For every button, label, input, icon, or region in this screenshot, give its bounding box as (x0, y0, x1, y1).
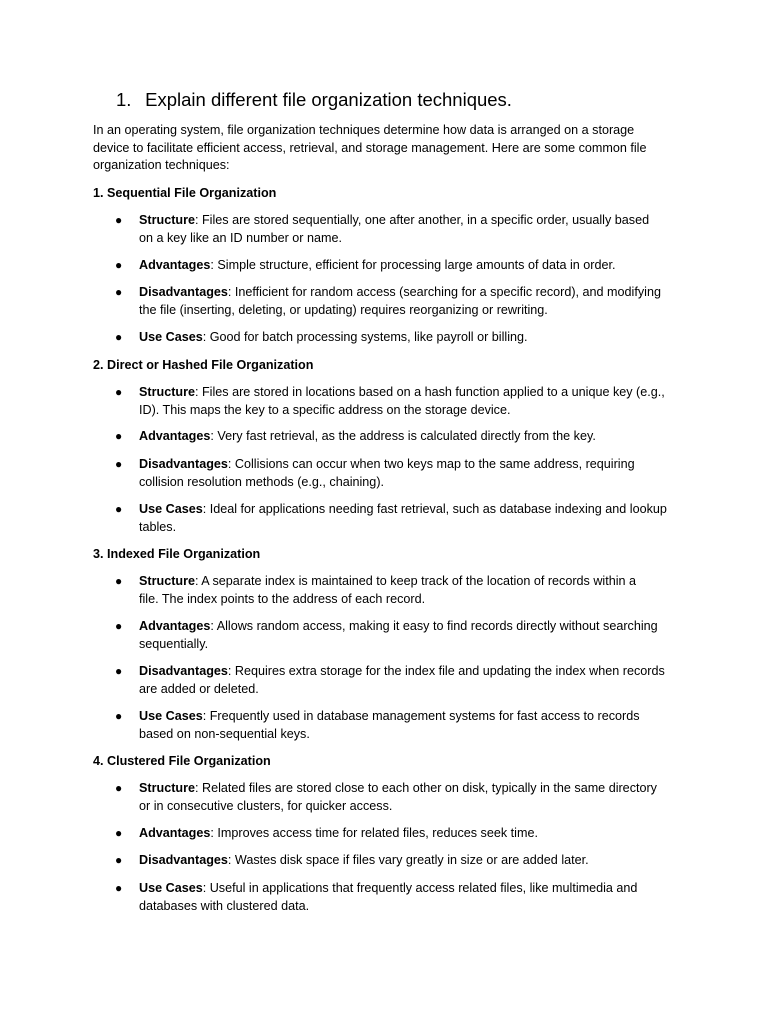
title-number: 1. (116, 89, 132, 110)
item-text: tables. (139, 519, 177, 534)
item-text: databases with clustered data. (139, 898, 310, 913)
item-label: Advantages (139, 826, 211, 840)
bullet-icon: ● (115, 429, 123, 443)
item-text: on a key like an ID number or name. (139, 230, 343, 245)
item-text: or in consecutive clusters, for quicker access. (139, 798, 393, 813)
item-text: : Collisions can occur when two keys map to the same address, requiring (227, 457, 635, 471)
list-item-text (139, 212, 699, 247)
item-label: Structure (139, 385, 195, 399)
item-text: : A separate index is maintained to keep track of the location of records within a (194, 574, 637, 588)
intro-line: device to facilitate efficient access, retrieval, and storage management. Here are some common file (93, 140, 647, 155)
item-text: : Requires extra storage for the index file and updating the index when records (227, 664, 665, 678)
title-text: Explain different file organization techniques. (145, 89, 512, 110)
bullet-icon: ● (115, 881, 123, 895)
section-heading: 3. Indexed File Organization (93, 547, 261, 561)
item-label: Structure (139, 213, 195, 227)
intro-line: In an operating system, file organization techniques determine how data is arranged on a storage (93, 123, 635, 137)
bullet-icon: ● (115, 213, 123, 227)
item-label: Use Cases (139, 881, 203, 895)
item-text: : Files are stored sequentially, one after another, in a specific order, usually based (194, 213, 650, 227)
bullet-icon: ● (115, 330, 123, 344)
item-label: Structure (139, 781, 195, 795)
item-text: : Related files are stored close to each other on disk, typically in the same directory (194, 781, 657, 795)
item-text: file. The index points to the address of each record. (139, 591, 426, 606)
item-text: the file (inserting, deleting, or updating) requires reorganizing or rewriting. (139, 302, 548, 317)
intro-line: organization techniques: (93, 158, 230, 173)
bullet-icon: ● (115, 574, 123, 588)
item-label: Structure (139, 574, 195, 588)
list-item-text (139, 618, 699, 653)
bullet-icon: ● (115, 258, 123, 272)
item-text: : Allows random access, making it easy to find records directly without searching (210, 619, 658, 633)
item-label: Advantages (139, 619, 211, 633)
bullet-icon: ● (115, 664, 123, 678)
item-text: : Frequently used in database management systems for fast access to records (202, 709, 640, 723)
section-heading: 4. Clustered File Organization (93, 754, 271, 768)
item-label: Disadvantages (139, 457, 228, 471)
item-text: : Very fast retrieval, as the address is calculated directly from the key. (210, 429, 596, 443)
list-item-text (139, 384, 699, 419)
item-label: Use Cases (139, 709, 203, 723)
list-item-text (139, 825, 699, 843)
item-text: : Simple structure, efficient for processing large amounts of data in order. (210, 258, 616, 272)
list-item-text (139, 663, 699, 698)
bullet-icon: ● (115, 385, 123, 399)
item-text: : Good for batch processing systems, like payroll or billing. (202, 330, 528, 344)
list-item-text (139, 284, 699, 319)
item-text: : Useful in applications that frequently access related files, like multimedia and (202, 881, 638, 895)
bullet-icon: ● (115, 285, 123, 299)
item-label: Disadvantages (139, 664, 228, 678)
item-text: ID). This maps the key to a specific address on the storage device. (139, 402, 511, 417)
item-text: are added or deleted. (139, 681, 259, 696)
bullet-icon: ● (115, 502, 123, 516)
bullet-icon: ● (115, 709, 123, 723)
list-item-text (139, 329, 699, 347)
item-text: sequentially. (139, 636, 209, 651)
list-item-text (139, 501, 699, 536)
list-item-text (139, 456, 699, 491)
section-heading: 2. Direct or Hashed File Organization (93, 358, 314, 372)
list-item-text (139, 428, 699, 446)
list-item-text (139, 708, 699, 743)
page-title (116, 88, 512, 112)
item-label: Advantages (139, 258, 211, 272)
list-item-text (139, 257, 699, 275)
list-item-text (139, 880, 699, 915)
list-item-text (139, 780, 699, 815)
item-label: Use Cases (139, 502, 203, 516)
item-text: : Improves access time for related files, reduces seek time. (210, 826, 538, 840)
item-label: Disadvantages (139, 285, 228, 299)
item-label: Advantages (139, 429, 211, 443)
item-text: collision resolution methods (e.g., chaining). (139, 474, 385, 489)
item-text: : Wastes disk space if files vary greatly in size or are added later. (227, 853, 589, 867)
bullet-icon: ● (115, 826, 123, 840)
item-label: Disadvantages (139, 853, 228, 867)
bullet-icon: ● (115, 853, 123, 867)
item-label: Use Cases (139, 330, 203, 344)
item-text: : Ideal for applications needing fast retrieval, such as database indexing and lookup (202, 502, 667, 516)
bullet-icon: ● (115, 781, 123, 795)
bullet-icon: ● (115, 619, 123, 633)
item-text: based on non-sequential keys. (139, 726, 310, 741)
bullet-icon: ● (115, 457, 123, 471)
item-text: : Files are stored in locations based on a hash function applied to a unique key (e.g., (194, 385, 665, 399)
list-item-text (139, 573, 699, 608)
item-text: : Inefficient for random access (searching for a specific record), and modifying (227, 285, 661, 299)
intro-paragraph (93, 122, 693, 175)
list-item-text (139, 852, 699, 870)
section-heading: 1. Sequential File Organization (93, 186, 277, 200)
